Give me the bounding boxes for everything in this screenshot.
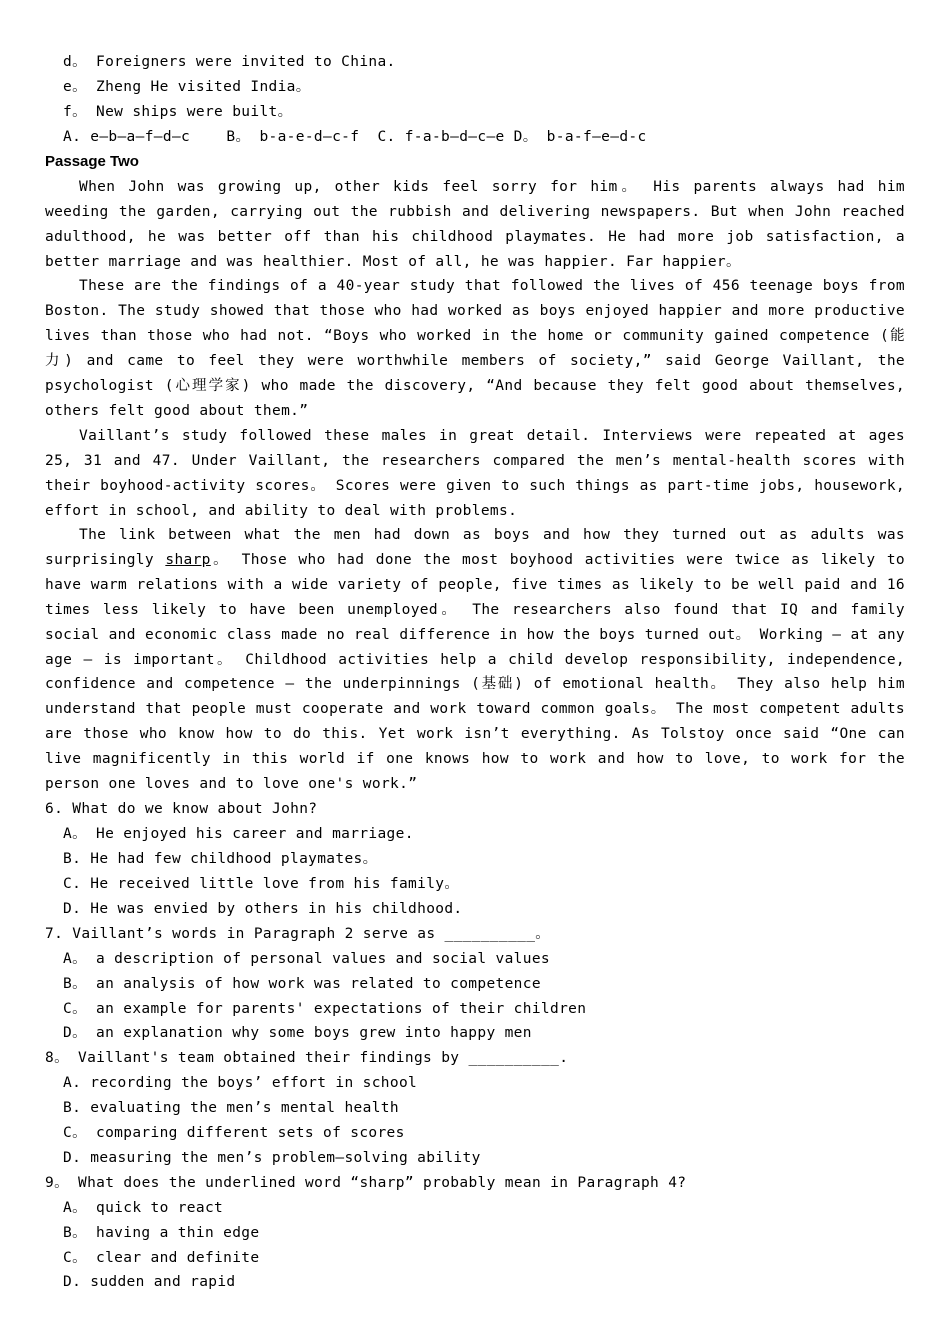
question-6-option-b: B. He had few childhood playmates。 bbox=[63, 851, 378, 867]
question-8-option-a: A. recording the boys’ effort in school bbox=[63, 1075, 418, 1091]
passage-paragraph-4 bbox=[45, 523, 905, 797]
question-8-option-d: D. measuring the men’s problem—solving ability bbox=[63, 1150, 481, 1166]
prev-answer-choices: A. e—b—a—f—d—c B。 b-a-e-d—c-f C. f-a-b—d—c—e D。 b-a-f—e—d-c bbox=[63, 129, 647, 145]
question-9-stem: 9。 What does the underlined word “sharp” probably mean in Paragraph 4? bbox=[45, 1175, 687, 1191]
passage-paragraph-2: These are the findings of a 40-year study that followed the lives of 456 teenage boys from Boston. The study showed that those who had worked as boys enjoyed happier and more productive lives than those who had not. “Boys who worked in the home or community gained competence (能力) and came to feel they were worthwhile members of society,” said George Vaillant, the psychologist (心理学家) who made the discovery, “And because they felt good about themselves, others felt good about them.” bbox=[45, 278, 905, 419]
question-8-option-b: B. evaluating the men’s mental health bbox=[63, 1100, 399, 1116]
question-7-option-b: B。 an analysis of how work was related to competence bbox=[63, 976, 541, 992]
prev-option-d: d。 Foreigners were invited to China. bbox=[63, 54, 396, 70]
passage-title: Passage Two bbox=[45, 153, 139, 170]
passage-paragraph-1: When John was growing up, other kids feel sorry for him。 His parents always had him weeding the garden, carrying out the rubbish and delivering newspapers. But when John reached adulthood, he was better off than his childhood playmates. He had more job satisfaction, a better marriage and was healthier. Most of all, he was happier. Far happier。 bbox=[45, 179, 905, 270]
question-9-option-c: C。 clear and definite bbox=[63, 1250, 260, 1266]
question-8-stem: 8。 Vaillant's team obtained their findings by __________. bbox=[45, 1050, 569, 1066]
question-6-option-a: A。 He enjoyed his career and marriage. bbox=[63, 826, 414, 842]
question-9-option-d: D. sudden and rapid bbox=[63, 1274, 236, 1290]
question-6-option-c: C. He received little love from his family。 bbox=[63, 876, 460, 892]
p4-text-before: The link between what the men had down as boys and how they turned out as adults was surprisingly bbox=[45, 527, 905, 568]
question-7-option-a: A。 a description of personal values and social values bbox=[63, 951, 550, 967]
question-9-option-b: B。 having a thin edge bbox=[63, 1225, 260, 1241]
prev-option-e: e。 Zheng He visited India。 bbox=[63, 79, 311, 95]
question-7-option-c: C。 an example for parents' expectations of their children bbox=[63, 1001, 587, 1017]
underlined-word-sharp: sharp bbox=[165, 551, 211, 568]
question-7-stem: 7. Vaillant’s words in Paragraph 2 serve as __________。 bbox=[45, 926, 551, 942]
question-8-option-c: C。 comparing different sets of scores bbox=[63, 1125, 405, 1141]
prev-option-f: f。 New ships were built。 bbox=[63, 104, 293, 120]
question-6-stem: 6. What do we know about John? bbox=[45, 801, 318, 817]
question-9-option-a: A。 quick to react bbox=[63, 1200, 224, 1216]
question-7-option-d: D。 an explanation why some boys grew into happy men bbox=[63, 1025, 532, 1041]
passage-paragraph-3: Vaillant’s study followed these males in great detail. Interviews were repeated at ages 25, 31 and 47. Under Vaillant, the researchers compared the men’s mental-health scores with their boyhood-activity scores。 Scores were given to such things as part-time jobs, housework, effort in school, and ability to deal with problems. bbox=[45, 428, 905, 519]
p4-text-after: 。 Those who had done the most boyhood activities were twice as likely to have warm relations with a wide variety of people, five times as likely to be well paid and 16 times less likely to have been unemployed。 The researchers also found that IQ and family social and economic class made no real difference in how the boys turned out。 Working – at any age – is important。 Childhood activities help a child develop responsibility, independence, confidence and competence – the underpinnings (基础) of emotional health。 They also help him understand that people must cooperate and work toward common goals。 The most competent adults are those who know how to do this. Yet work isn’t everything. As Tolstoy once said “One can live magnificently in this world if one knows how to work and how to love, to work for the person one loves and to love one's work.” bbox=[45, 551, 905, 793]
question-6-option-d: D. He was envied by others in his childhood. bbox=[63, 901, 463, 917]
